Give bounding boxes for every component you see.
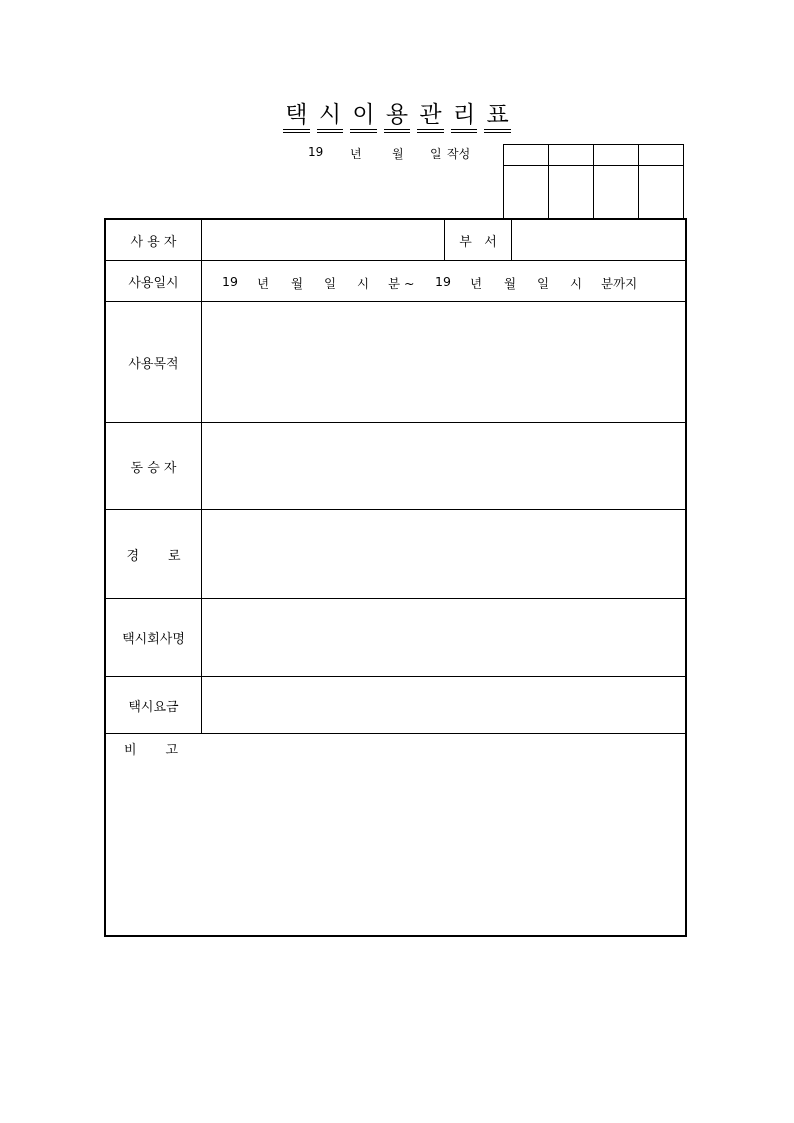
datetime-part: 시 xyxy=(570,276,583,291)
date-written-label: 작성 xyxy=(447,147,471,161)
remarks-area[interactable] xyxy=(106,734,685,935)
datetime-part: 년 xyxy=(470,276,483,291)
user-label: 사 용 자 xyxy=(106,220,202,260)
taxi-company-row xyxy=(106,599,685,677)
page-title xyxy=(260,102,534,133)
datetime-row xyxy=(106,261,685,302)
taxi-usage-form xyxy=(104,218,687,937)
purpose-field[interactable] xyxy=(202,302,685,422)
user-field[interactable] xyxy=(202,220,444,260)
datetime-part: 월 xyxy=(504,276,517,291)
approval-header-cell[interactable] xyxy=(504,145,549,166)
purpose-label: 사용목적 xyxy=(106,302,202,422)
route-field[interactable] xyxy=(202,510,685,598)
title-char: 이 xyxy=(350,102,376,133)
title-char: 택 xyxy=(283,102,309,133)
route-label: 경 로 xyxy=(106,510,202,598)
approval-sign-cell[interactable] xyxy=(504,166,549,219)
datetime-label: 사용일시 xyxy=(106,261,202,301)
datetime-text xyxy=(202,261,685,301)
taxi-company-field[interactable] xyxy=(202,599,685,676)
approval-header-cell[interactable] xyxy=(549,145,594,166)
fare-row xyxy=(106,677,685,734)
title-char: 시 xyxy=(317,102,343,133)
approval-header-cell[interactable] xyxy=(594,145,639,166)
approval-sign-cell[interactable] xyxy=(549,166,594,219)
taxi-company-label: 택시회사명 xyxy=(106,599,202,676)
datetime-part: 일 xyxy=(537,276,550,291)
datetime-part: 분 ~ xyxy=(388,276,415,291)
datetime-field[interactable] xyxy=(202,261,685,301)
written-date-line xyxy=(300,145,490,163)
fare-field[interactable] xyxy=(202,677,685,733)
route-row xyxy=(106,510,685,599)
date-year: 19 xyxy=(308,145,324,159)
approval-sign-cell[interactable] xyxy=(639,166,684,219)
user-row xyxy=(106,220,685,261)
companion-row xyxy=(106,423,685,510)
fare-label: 택시요금 xyxy=(106,677,202,733)
title-char: 리 xyxy=(451,102,477,133)
datetime-part: 분까지 xyxy=(601,276,638,291)
datetime-part: 19 xyxy=(435,274,451,289)
purpose-row xyxy=(106,302,685,423)
date-day-unit: 일 xyxy=(430,147,442,161)
approval-sign-cell[interactable] xyxy=(594,166,639,219)
companion-label: 동 승 자 xyxy=(106,423,202,509)
dept-field[interactable] xyxy=(512,220,685,260)
companion-field[interactable] xyxy=(202,423,685,509)
title-char: 표 xyxy=(484,102,510,133)
date-month-unit: 월 xyxy=(392,147,404,161)
dept-label: 부 서 xyxy=(444,220,512,260)
title-char: 용 xyxy=(384,102,410,133)
approval-box xyxy=(503,144,684,219)
datetime-part: 시 xyxy=(357,276,370,291)
datetime-part: 년 xyxy=(257,276,270,291)
datetime-part: 19 xyxy=(222,274,238,289)
approval-header-cell[interactable] xyxy=(639,145,684,166)
datetime-part: 월 xyxy=(291,276,304,291)
remarks-label: 비 고 xyxy=(124,743,179,758)
date-year-unit: 년 xyxy=(350,147,362,161)
title-char: 관 xyxy=(417,102,443,133)
datetime-part: 일 xyxy=(324,276,337,291)
